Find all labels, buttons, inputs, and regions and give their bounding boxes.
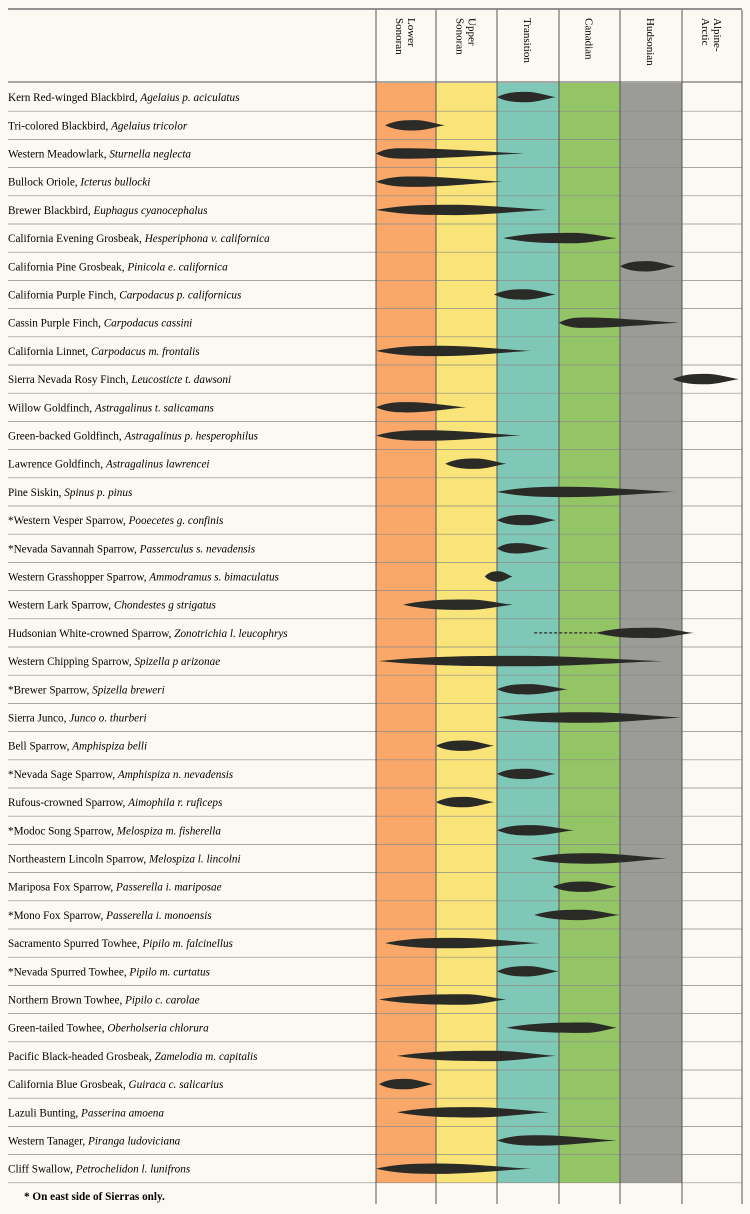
species-label: *Nevada Savannah Sparrow, Passerculus s. nevadensis — [8, 543, 256, 556]
species-label: *Modoc Song Sparrow, Melospiza m. fisherella — [8, 825, 221, 838]
species-label: *Brewer Sparrow, Spizella breweri — [8, 684, 165, 697]
species-label: Green-backed Goldfinch, Astragalinus p. hesperophilus — [8, 430, 259, 443]
species-label: Hudsonian White-crowned Sparrow, Zonotrichia l. leucophrys — [8, 627, 288, 640]
species-label: Green-tailed Towhee, Oberholseria chlorura — [8, 1022, 209, 1035]
species-label: California Evening Grosbeak, Hesperiphona v. californica — [8, 233, 270, 246]
species-label: Western Grasshopper Sparrow, Ammodramus s. bimaculatus — [8, 571, 279, 584]
zone-header-6: Alpine-Arctic — [699, 18, 723, 52]
species-label: Cliff Swallow, Petrochelidon l. lunifrons — [8, 1163, 191, 1176]
species-label: Mariposa Fox Sparrow, Passerella i. mariposae — [8, 881, 222, 894]
species-label: *Nevada Spurred Towhee, Pipilo m. curtatus — [8, 966, 210, 979]
zone-header-5: Hudsonian — [644, 18, 656, 66]
species-label: Western Tanager, Piranga ludoviciana — [8, 1135, 181, 1148]
species-label: *Mono Fox Sparrow, Passerella i. monoensis — [8, 909, 212, 922]
species-label: Sacramento Spurred Towhee, Pipilo m. falcinellus — [8, 938, 233, 951]
species-label: Kern Red-winged Blackbird, Agelaius p. aciculatus — [8, 92, 240, 105]
species-label: Bullock Oriole, Icterus bullocki — [8, 176, 151, 189]
species-label: Rufous-crowned Sparrow, Aimophila r. ruficeps — [8, 797, 223, 810]
species-label: Western Chipping Sparrow, Spizella p arizonae — [8, 656, 221, 669]
species-label: Bell Sparrow, Amphispiza belli — [8, 740, 148, 753]
species-label: Western Lark Sparrow, Chondestes g strigatus — [8, 599, 216, 612]
species-label: Tri-colored Blackbird, Agelaius tricolor — [8, 120, 188, 133]
species-label: Western Meadowlark, Sturnella neglecta — [8, 148, 192, 161]
species-label: Brewer Blackbird, Euphagus cyanocephalus — [8, 204, 208, 217]
species-label: Cassin Purple Finch, Carpodacus cassini — [8, 317, 193, 330]
species-label: California Purple Finch, Carpodacus p. californicus — [8, 289, 242, 302]
species-label: Pine Siskin, Spinus p. pinus — [8, 486, 133, 499]
species-label: Lawrence Goldfinch, Astragalinus lawrencei — [8, 458, 210, 471]
zone-band-2 — [436, 83, 497, 1183]
species-label: *Western Vesper Sparrow, Pooecetes g. confinis — [8, 515, 224, 528]
zone-header-3: Transition — [521, 18, 533, 63]
zone-header-4: Canadian — [582, 18, 595, 60]
species-label: Pacific Black-headed Grosbeak, Zamelodia m. capitalis — [8, 1050, 258, 1063]
species-label: *Nevada Sage Sparrow, Amphispiza n. nevadensis — [8, 768, 234, 781]
zone-header-2: UpperSonoran — [453, 18, 478, 55]
species-label: California Blue Grosbeak, Guiraca c. salicarius — [8, 1079, 224, 1092]
species-label: Sierra Nevada Rosy Finch, Leucosticte t. dawsoni — [8, 374, 232, 387]
species-label: Lazuli Bunting, Passerina amoena — [8, 1107, 164, 1120]
species-label: Northeastern Lincoln Sparrow, Melospiza l. lincolni — [8, 853, 241, 866]
species-label: Northern Brown Towhee, Pipilo c. carolae — [8, 994, 200, 1007]
footnote: * On east side of Sierras only. — [24, 1191, 165, 1203]
zone-header-1: LowerSonoran — [393, 18, 417, 55]
species-label: California Pine Grosbeak, Pinicola e. californica — [8, 261, 228, 274]
species-label: California Linnet, Carpodacus m. frontalis — [8, 345, 200, 358]
zone-band-1 — [376, 83, 436, 1183]
species-label: Sierra Junco, Junco o. thurberi — [8, 712, 147, 725]
species-label: Willow Goldfinch, Astragalinus t. salicamans — [8, 402, 214, 415]
